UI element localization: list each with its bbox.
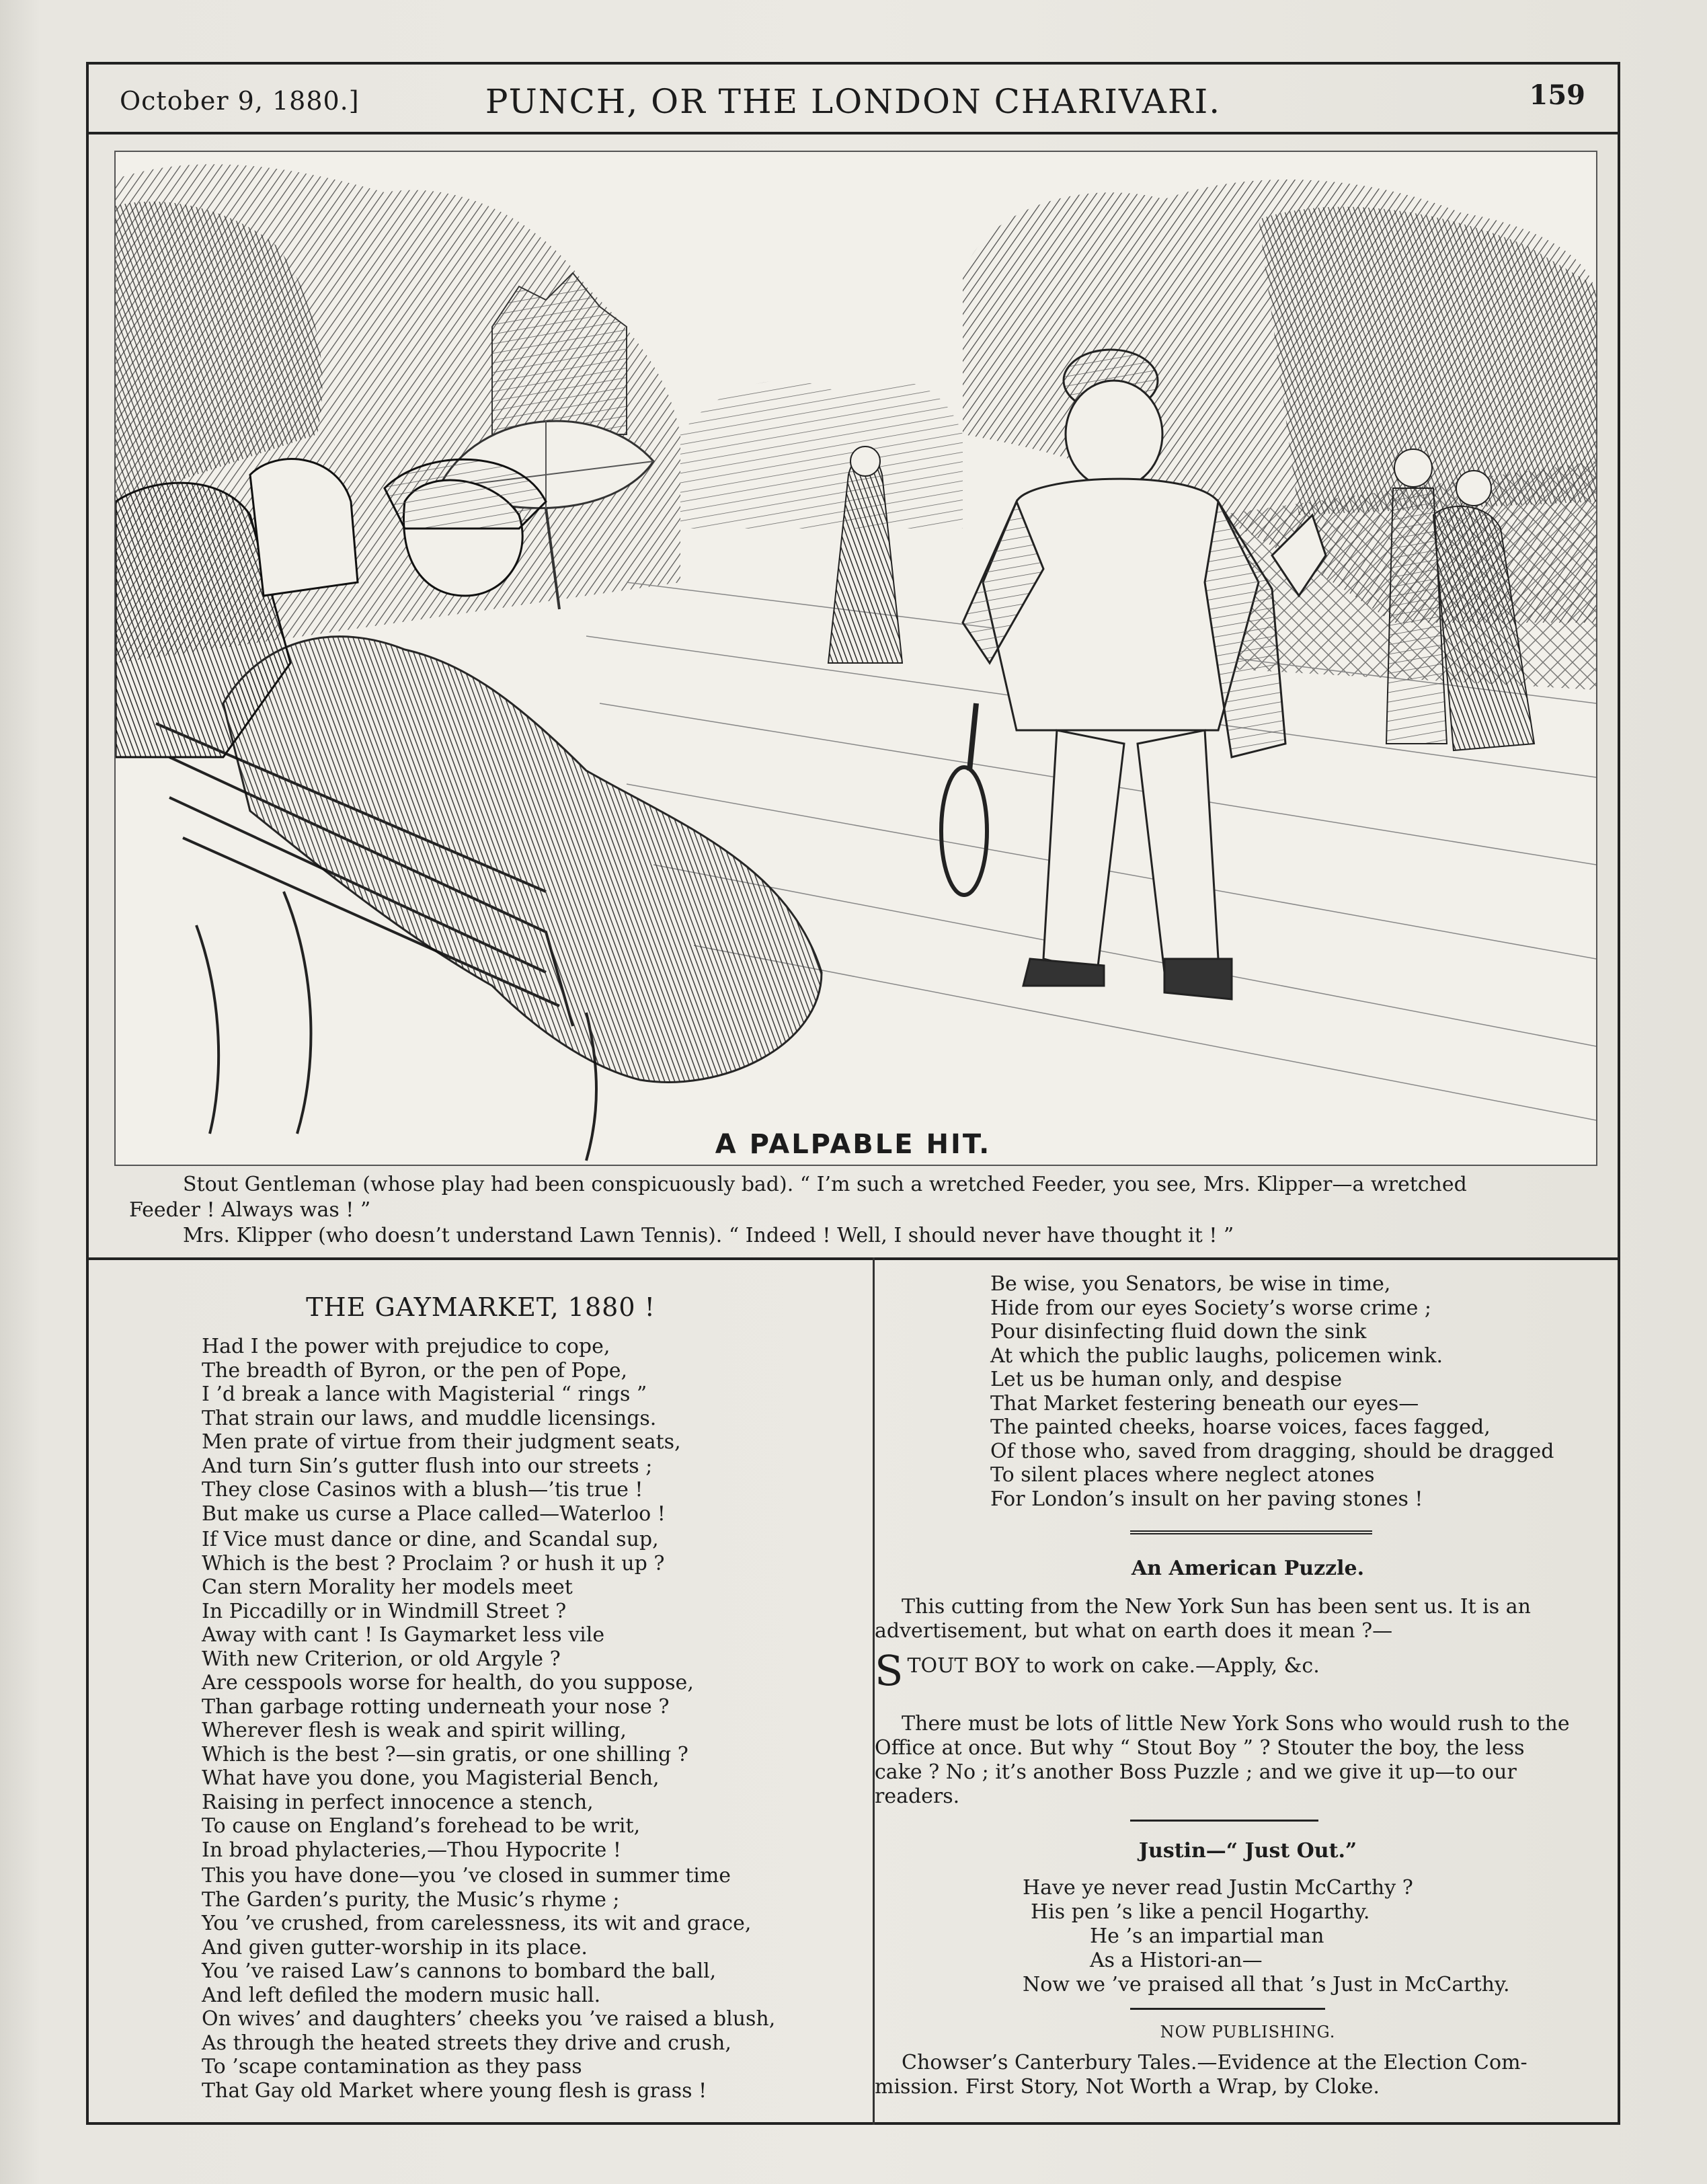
puzzle-body-line-2: Office at once. But why “ Stout Boy ” ? Stouter the boy, the less (875, 1736, 1525, 1760)
poem-line: In broad phylacteries,—Thou Hypocrite ! (202, 1838, 621, 1862)
poem-line: I ’d break a lance with Magisterial “ rings ” (202, 1382, 647, 1406)
poem-line: In Piccadilly or in Windmill Street ? (202, 1599, 567, 1623)
poem-line: The breadth of Byron, or the pen of Pope, (202, 1358, 628, 1382)
publishing-line-1: Chowser’s Canterbury Tales.—Evidence at the Election Com- (902, 2051, 1527, 2074)
poem-stanza-4 (990, 1272, 1554, 1511)
justin-title: Justin—“ Just Out.” (1138, 1839, 1357, 1863)
section-rule (1130, 1530, 1372, 1537)
justin-line-1: Have ye never read Justin McCarthy ? (1023, 1876, 1413, 1900)
justin-line-2: His pen ’s like a pencil Hogarthy. (1031, 1900, 1370, 1924)
advert-text: TOUT BOY to work on cake.—Apply, &c. (907, 1654, 1320, 1678)
section-rule (1130, 2008, 1325, 2010)
poem-line: And turn Sin’s gutter flush into our streets ; (202, 1454, 653, 1478)
poem-line: Can stern Morality her models meet (202, 1575, 573, 1599)
poem-stanza-3 (202, 1864, 775, 2103)
justin-line-3: He ’s an impartial man (1090, 1924, 1324, 1948)
poem-line: What have you done, you Magisterial Bench, (202, 1766, 660, 1790)
justin-line-4: As a Histori-an— (1090, 1949, 1263, 1972)
publishing-line-2: mission. First Story, Not Worth a Wrap, by Cloke. (875, 2075, 1380, 2099)
poem-line: This you have done—you ’ve closed in summer time (202, 1864, 731, 1887)
puzzle-advert (875, 1646, 1320, 1695)
poem-line: Than garbage rotting underneath your nose ? (202, 1694, 670, 1719)
poem-line: Pour disinfecting fluid down the sink (990, 1320, 1367, 1343)
poem-line: To cause on England’s forehead to be writ, (202, 1814, 641, 1838)
poem-line: Wherever flesh is weak and spirit willing, (202, 1719, 627, 1742)
publishing-title: NOW PUBLISHING. (1160, 2023, 1336, 2041)
poem-line: On wives’ and daughters’ cheeks you ’ve raised a blush, (202, 2007, 776, 2031)
puzzle-body-line-1: There must be lots of little New York Sons who would rush to the (902, 1712, 1570, 1736)
poem-line: Are cesspools worse for health, do you suppose, (202, 1671, 694, 1694)
page-number: 159 (1529, 79, 1585, 111)
poem-line: Away with cant ! Is Gaymarket less vile (202, 1623, 605, 1647)
poem-stanza-1 (202, 1335, 681, 1526)
puzzle-intro-line-2: advertisement, but what on earth does it mean ?— (875, 1619, 1393, 1643)
poem-line: That Market festering beneath our eyes— (990, 1391, 1419, 1415)
poem-line: The Garden’s purity, the Music’s rhyme ; (202, 1887, 620, 1912)
poem-line: If Vice must dance or dine, and Scandal sup, (202, 1528, 659, 1551)
issue-date: October 9, 1880.] (120, 86, 360, 116)
poem-line: They close Casinos with a blush—’tis true ! (202, 1478, 643, 1502)
poem-line: Which is the best ?—sin gratis, or one shilling ? (202, 1742, 688, 1766)
poem-line: With new Criterion, or old Argyle ? (202, 1647, 561, 1671)
cartoon-caption-line-1: Stout Gentleman (whose play had been conspicuously bad). “ I’m such a wretched Feeder, you see, Mrs. Klipper—a wretched (183, 1173, 1467, 1196)
puzzle-body-line-4: readers. (875, 1785, 960, 1808)
poem-line: Be wise, you Senators, be wise in time, (990, 1272, 1391, 1296)
poem-line: And left defiled the modern music hall. (202, 1983, 601, 2007)
poem-line: To ’scape contamination as they pass (202, 2055, 582, 2078)
puzzle-title: An American Puzzle. (1131, 1557, 1365, 1580)
poem-line: At which the public laughs, policemen wink. (990, 1343, 1443, 1368)
cartoon-illustration (114, 151, 1597, 1166)
puzzle-body-line-3: cake ? No ; it’s another Boss Puzzle ; and we give it up—to our (875, 1760, 1517, 1784)
page-header (89, 65, 1618, 134)
cartoon-title: A PALPABLE HIT. (715, 1129, 992, 1160)
cartoon-caption-line-2: Feeder ! Always was ! ” (129, 1198, 371, 1222)
poem-line: For London’s insult on her paving stones ! (990, 1487, 1423, 1511)
poem-line: Had I the power with prejudice to cope, (202, 1335, 610, 1358)
poem-line: But make us curse a Place called—Waterloo ! (202, 1502, 666, 1526)
engraving-drawing (116, 152, 1596, 1165)
poem-line: Of those who, saved from dragging, should be dragged (990, 1439, 1554, 1463)
poem-line: Hide from our eyes Society’s worse crime ; (990, 1296, 1431, 1320)
poem-line: Which is the best ? Proclaim ? or hush it up ? (202, 1551, 665, 1575)
section-divider (89, 1257, 1618, 1260)
section-rule (1130, 1820, 1318, 1822)
poem-line: Men prate of virtue from their judgment seats, (202, 1430, 681, 1454)
poem-line: Raising in perfect innocence a stench, (202, 1790, 594, 1814)
publication-title: PUNCH, OR THE LONDON CHARIVARI. (485, 82, 1222, 121)
page-frame (86, 62, 1620, 2125)
poem-line: You ’ve raised Law’s cannons to bombard the ball, (202, 1959, 717, 1983)
poem-line: As through the heated streets they drive and crush, (202, 2031, 731, 2055)
poem-line: The painted cheeks, hoarse voices, faces fagged, (990, 1415, 1491, 1439)
justin-line-5: Now we ’ve praised all that ’s Just in McCarthy. (1023, 1973, 1510, 1996)
cartoon-caption-line-3: Mrs. Klipper (who doesn’t understand Lawn Tennis). “ Indeed ! Well, I should never have thought it ! ” (183, 1224, 1234, 1247)
poem-line: That Gay old Market where young flesh is grass ! (202, 2078, 707, 2103)
poem-line: You ’ve crushed, from carelessness, its wit and grace, (202, 1912, 752, 1935)
poem-line: To silent places where neglect atones (990, 1463, 1375, 1487)
poem-stanza-2 (202, 1528, 694, 1862)
poem-title: THE GAYMARKET, 1880 ! (306, 1292, 656, 1322)
poem-line: And given gutter-worship in its place. (202, 1935, 588, 1959)
poem-line: Let us be human only, and despise (990, 1368, 1343, 1391)
advert-dropcap: S (875, 1646, 904, 1695)
poem-line: That strain our laws, and muddle licensings. (202, 1406, 657, 1430)
puzzle-intro-line-1: This cutting from the New York Sun has been sent us. It is an (902, 1595, 1531, 1618)
